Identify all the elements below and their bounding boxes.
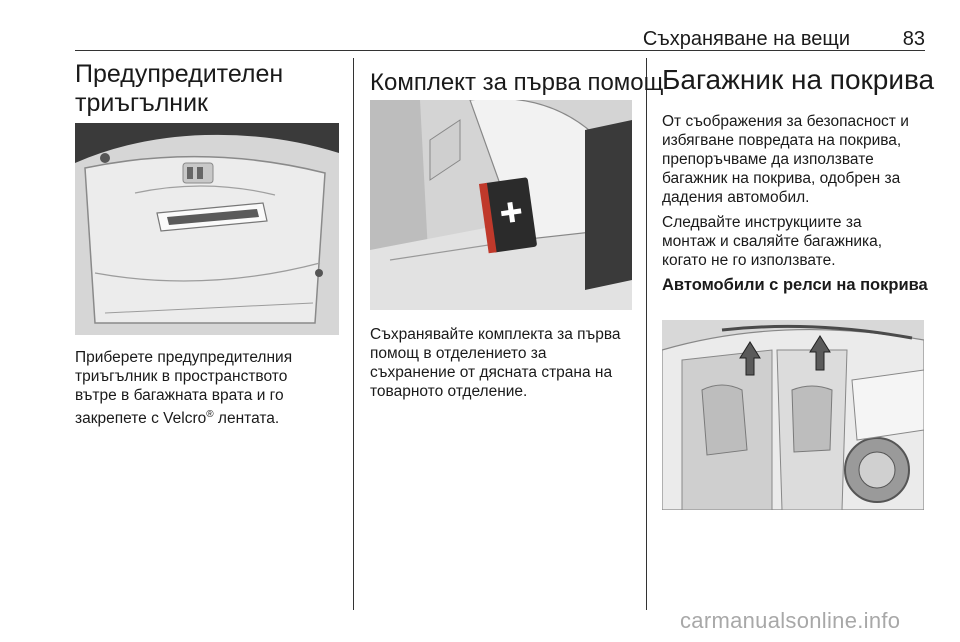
text-line: монтаж и сваляйте багажника, bbox=[662, 233, 883, 250]
roof-rack-installation-text bbox=[662, 213, 882, 270]
first-aid-kit-illustration bbox=[370, 100, 632, 310]
heading-line: триъгълник bbox=[75, 89, 208, 117]
text-line: От съображения за безопасност и bbox=[662, 113, 909, 130]
header-rule bbox=[75, 50, 925, 51]
text-line: вътре в багажната врата и го bbox=[75, 387, 284, 404]
column-divider-left bbox=[353, 58, 354, 610]
text-line: товарното отделение. bbox=[370, 383, 528, 400]
registered-mark: ® bbox=[206, 409, 214, 420]
warning-triangle-instructions bbox=[75, 348, 292, 428]
running-header-title: Съхраняване на вещи bbox=[642, 28, 850, 50]
roof-rack-safety-text bbox=[662, 112, 909, 207]
text-line: Следвайте инструкциите за bbox=[662, 214, 862, 231]
section-heading-first-aid: Комплект за първа помощ bbox=[370, 69, 664, 96]
text-line: Съхранявайте комплекта за първа bbox=[370, 326, 621, 343]
text-line: дадения автомобил. bbox=[662, 189, 810, 206]
column-divider-right bbox=[646, 58, 647, 610]
heading-line: Предупредителен bbox=[75, 60, 284, 88]
page-number: 83 bbox=[902, 28, 925, 50]
section-heading-warning-triangle bbox=[75, 60, 283, 118]
text-line bbox=[75, 405, 292, 428]
text-line: багажник на покрива, одобрен за bbox=[662, 170, 901, 187]
text-fragment: лентата. bbox=[213, 410, 280, 428]
watermark: carmanualsonline.info bbox=[680, 608, 901, 633]
text-line: Приберете предупредителния bbox=[75, 349, 293, 366]
text-line: помощ в отделението за bbox=[370, 345, 547, 362]
text-line: когато не го използвате. bbox=[662, 252, 836, 269]
first-aid-instructions bbox=[370, 325, 621, 401]
text-line: избягване повредата на покрива, bbox=[662, 132, 902, 149]
subheading-roof-rails: Автомобили с релси на покрива bbox=[662, 276, 928, 294]
tailgate-illustration bbox=[75, 123, 339, 335]
text-line: препоръчваме да използвате bbox=[662, 151, 874, 168]
text-line: съхранение от дясната страна на bbox=[370, 364, 613, 381]
roof-rails-car-illustration bbox=[662, 320, 924, 510]
section-heading-roof-rack: Багажник на покрива bbox=[662, 64, 935, 95]
text-line: триъгълник в пространството bbox=[75, 368, 288, 385]
text-fragment: закрепете с Velcro bbox=[75, 410, 207, 428]
